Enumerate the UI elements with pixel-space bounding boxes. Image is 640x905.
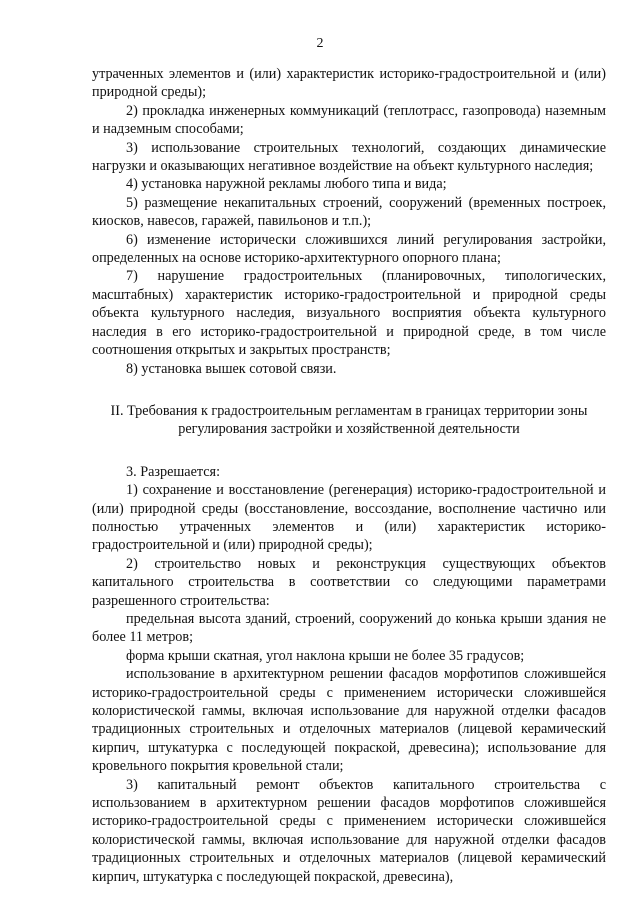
list-item: использование в архитектурном решении фасадов морфотипов сложившейся историко-градостроительной среды с применением исторически сложившейся колористической гаммы, включая использование для наружной отделки фасадов традиционных строительных и отделочных материалов (лицевой керамический кирпич, штукатурка с последующей покраской, древесина); использование для кровельного покрытия кровельной стали; (92, 666, 606, 775)
list-item: 3) капитальный ремонт объектов капитального строительства с использованием в архитектурном решении фасадов морфотипов сложившейся историко-градостроительной среды с применением исторически сложившейся колористической гаммы, включая использование для наружной отделки фасадов традиционных строительных и отделочных материалов (лицевой керамический кирпич, штукатурка с последующей покраской, древесина), (92, 776, 606, 885)
list-item: 6) изменение исторически сложившихся линий регулирования застройки, определенных на основе историко-архитектурного опорного плана; (92, 231, 606, 267)
clause-title: 3. Разрешается: (126, 463, 221, 480)
document-body (92, 65, 606, 886)
list-item: 7) нарушение градостроительных (планировочных, типологических, масштабных) характеристик историко-градостроительной и природной среды объекта культурного наследия, визуального восприятия объекта культурного наследия в его историко-градостроительной и природной среде, в том числе соотношения открытых и закрытых пространств; (92, 268, 606, 359)
page-number: 2 (316, 36, 324, 51)
list-item: 8) установка вышек сотовой связи. (126, 360, 337, 377)
list-item: 1) сохранение и восстановление (регенерация) историко-градостроительной и (или) природной среды (восстановление, воссоздание, восполнение частично или полностью утраченных элементов и (или) характеристик историко-градостроительной и (или) природной среды); (92, 482, 606, 554)
list-item: предельная высота зданий, строений, сооружений до конька крыши здания не более 11 метров; (92, 610, 606, 646)
list-item: 2) строительство новых и реконструкция существующих объектов капитального строительства в соответствии со следующими параметрами разрешенного строительства: (92, 555, 606, 609)
list-item: 4) установка наружной рекламы любого типа и вида; (126, 176, 447, 193)
section-heading: II. Требования к градостроительным регламентам в границах территории зоны регулирования застройки и хозяйственной деятельности (110, 402, 588, 438)
paragraph-continuation: утраченных элементов и (или) характеристик историко-градостроительной и (или) природной среды); (92, 66, 606, 101)
list-item: 3) использование строительных технологий, создающих динамические нагрузки и оказывающих негативное воздействие на объект культурного наследия; (92, 139, 606, 175)
list-item: форма крыши скатная, угол наклона крыши не более 35 градусов; (126, 647, 525, 664)
list-item: 5) размещение некапитальных строений, сооружений (временных построек, киосков, навесов, гаражей, павильонов и т.п.); (92, 194, 606, 230)
list-item: 2) прокладка инженерных коммуникаций (теплотрасс, газопровода) наземным и надземным способами; (92, 102, 606, 138)
